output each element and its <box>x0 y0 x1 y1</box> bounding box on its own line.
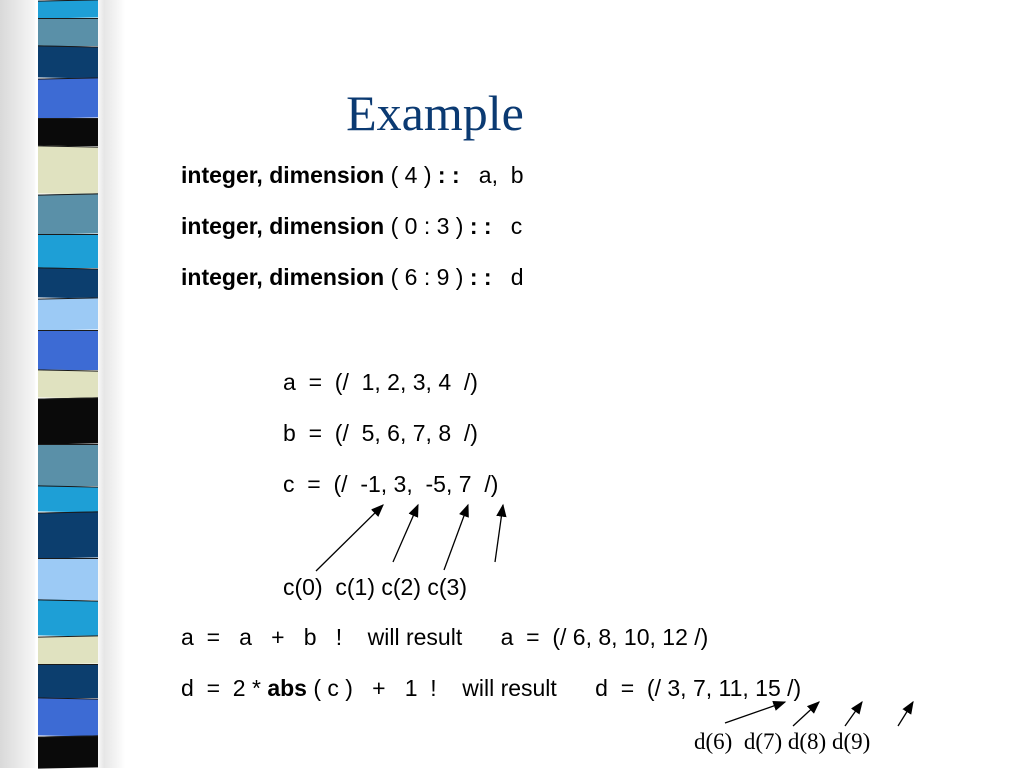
decl-names: a, b <box>459 162 524 188</box>
decl-keyword: integer, dimension <box>181 213 385 239</box>
strip-block <box>38 635 98 664</box>
strip-block <box>38 267 98 298</box>
arrow-d9 <box>898 702 913 726</box>
slide-title: Example <box>346 85 524 141</box>
strip-block <box>38 18 98 46</box>
stmt-prefix: d = 2 * <box>181 675 268 701</box>
strip-block <box>38 193 98 234</box>
strip-block <box>38 697 98 736</box>
strip-block <box>38 511 98 558</box>
arrow-d8 <box>845 702 862 726</box>
arrow-d7 <box>793 702 819 726</box>
arrow-c1 <box>393 505 418 562</box>
assignment-a: a = (/ 1, 2, 3, 4 /) <box>283 369 478 395</box>
decl-bounds: ( 0 : 3 ) <box>384 213 470 239</box>
d-index-labels: d(6) d(7) d(8) d(9) <box>694 729 871 754</box>
decl-names: d <box>491 264 524 290</box>
strip-block <box>38 145 98 194</box>
strip-block <box>38 735 98 768</box>
declaration-line-3 <box>181 266 524 289</box>
decl-bounds: ( 4 ) <box>384 162 438 188</box>
strip-block <box>38 444 98 486</box>
abs-function: abs <box>267 675 307 701</box>
strip-block <box>38 297 98 330</box>
strip-block <box>38 599 98 636</box>
strip-block <box>38 45 98 78</box>
statement-add: a = a + b ! will result a = (/ 6, 8, 10, 12 /) <box>181 624 709 650</box>
decl-bounds: ( 6 : 9 ) <box>384 264 470 290</box>
decl-keyword: integer, dimension <box>181 264 385 290</box>
assignment-c: c = (/ -1, 3, -5, 7 /) <box>283 471 499 497</box>
decl-separator: : : <box>469 264 492 290</box>
strip-block <box>38 485 98 512</box>
arrow-c3 <box>495 505 503 562</box>
arrow-c2 <box>444 505 468 570</box>
strip-block <box>38 397 98 444</box>
decl-separator: : : <box>437 162 460 188</box>
statement-abs <box>181 677 801 700</box>
declaration-line-2 <box>181 215 522 238</box>
c-index-labels: c(0) c(1) c(2) c(3) <box>283 574 467 600</box>
declaration-line-1 <box>181 164 524 187</box>
strip-block <box>38 558 98 600</box>
assignment-b: b = (/ 5, 6, 7, 8 /) <box>283 420 478 446</box>
stmt-suffix: ( c ) + 1 ! will result d = (/ 3, 7, 11, 15 /) <box>306 675 802 701</box>
decl-names: c <box>491 213 523 239</box>
strip-block <box>38 0 98 19</box>
strip-block <box>38 664 98 698</box>
decl-separator: : : <box>469 213 492 239</box>
decl-keyword: integer, dimension <box>181 162 385 188</box>
strip-block <box>38 234 98 268</box>
arrow-d6 <box>725 702 785 723</box>
arrow-c0 <box>316 505 383 571</box>
strip-block <box>38 330 98 370</box>
strip-block <box>38 369 98 398</box>
